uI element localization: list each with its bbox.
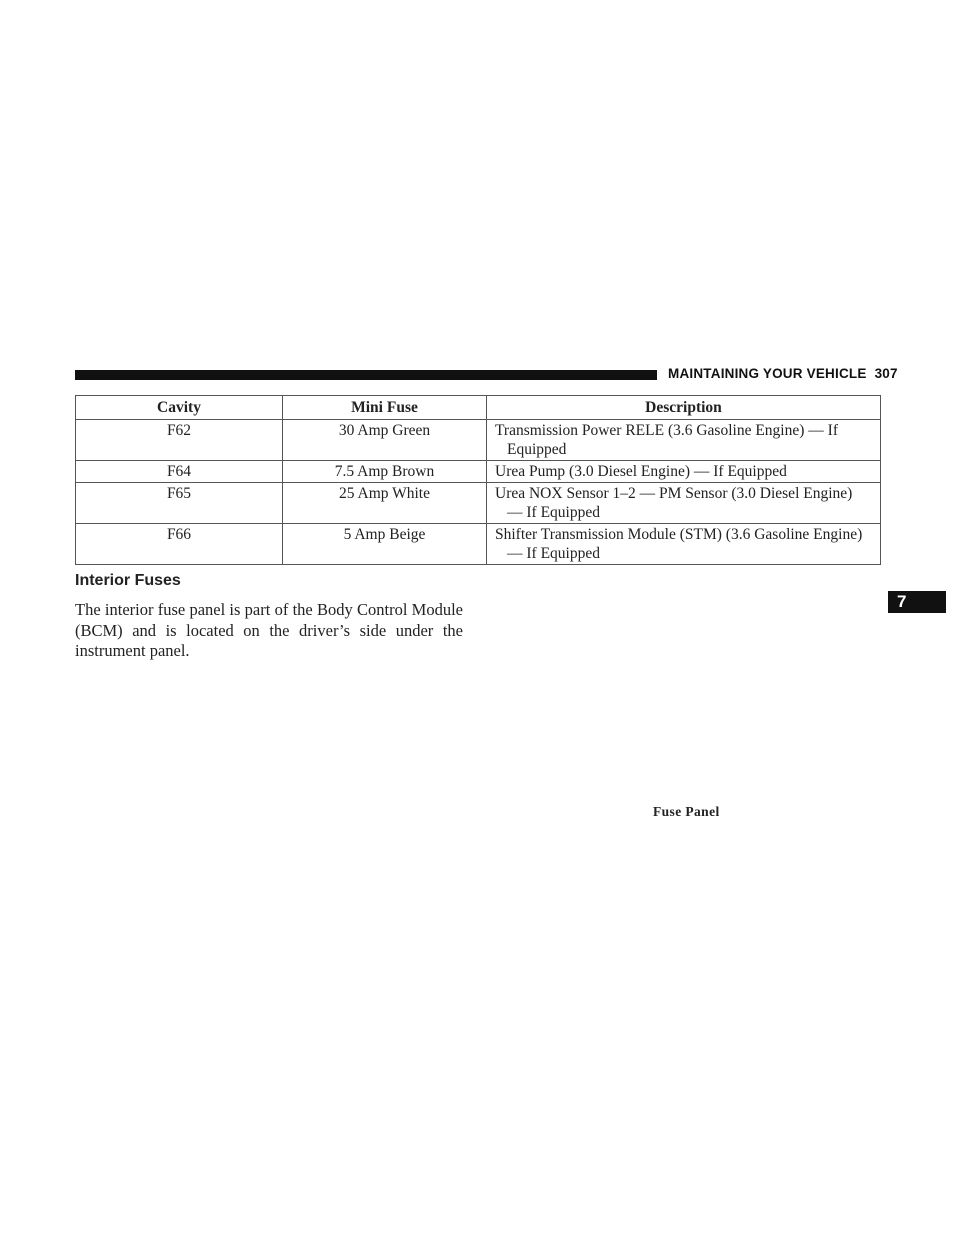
figure-caption: Fuse Panel	[653, 804, 720, 819]
cavity-cell: F62	[76, 420, 283, 461]
table-header-row	[76, 396, 881, 420]
mini-fuse-cell: 5 Amp Beige	[283, 524, 487, 565]
mini-fuse-cell: 30 Amp Green	[283, 420, 487, 461]
column-header-cavity: Cavity	[76, 396, 283, 420]
section-title: MAINTAINING YOUR VEHICLE	[668, 366, 867, 381]
cavity-cell: F65	[76, 483, 283, 524]
description-line-continued: — If Equipped	[507, 545, 600, 562]
running-header	[668, 366, 898, 381]
section-heading: Interior Fuses	[75, 572, 181, 589]
description-cell	[487, 524, 881, 565]
table-row	[76, 483, 881, 524]
description-line: Shifter Transmission Module (STM) (3.6 Gasoline Engine)	[495, 526, 863, 543]
description-line-continued: Equipped	[507, 441, 567, 458]
column-header-description: Description	[487, 396, 881, 420]
description-cell	[487, 483, 881, 524]
cavity-cell: F66	[76, 524, 283, 565]
description-cell	[487, 420, 881, 461]
chapter-tab: 7	[888, 591, 946, 613]
mini-fuse-cell: 7.5 Amp Brown	[283, 461, 487, 483]
header-rule	[75, 370, 657, 380]
fuse-table	[75, 395, 881, 565]
description-cell	[487, 461, 881, 483]
cavity-cell: F64	[76, 461, 283, 483]
body-paragraph: The interior fuse panel is part of the Body Control Module (BCM) and is located on the driver’s side under the instrument panel.	[75, 600, 463, 660]
table-row	[76, 461, 881, 483]
page-number: 307	[874, 366, 898, 381]
table-row	[76, 524, 881, 565]
description-line-continued: — If Equipped	[507, 504, 600, 521]
description-line: Urea Pump (3.0 Diesel Engine) — If Equipped	[495, 463, 787, 480]
description-line: Transmission Power RELE (3.6 Gasoline Engine) — If	[495, 422, 838, 439]
table-row	[76, 420, 881, 461]
description-line: Urea NOX Sensor 1–2 — PM Sensor (3.0 Diesel Engine)	[495, 485, 853, 502]
column-header-mini-fuse: Mini Fuse	[283, 396, 487, 420]
mini-fuse-cell: 25 Amp White	[283, 483, 487, 524]
